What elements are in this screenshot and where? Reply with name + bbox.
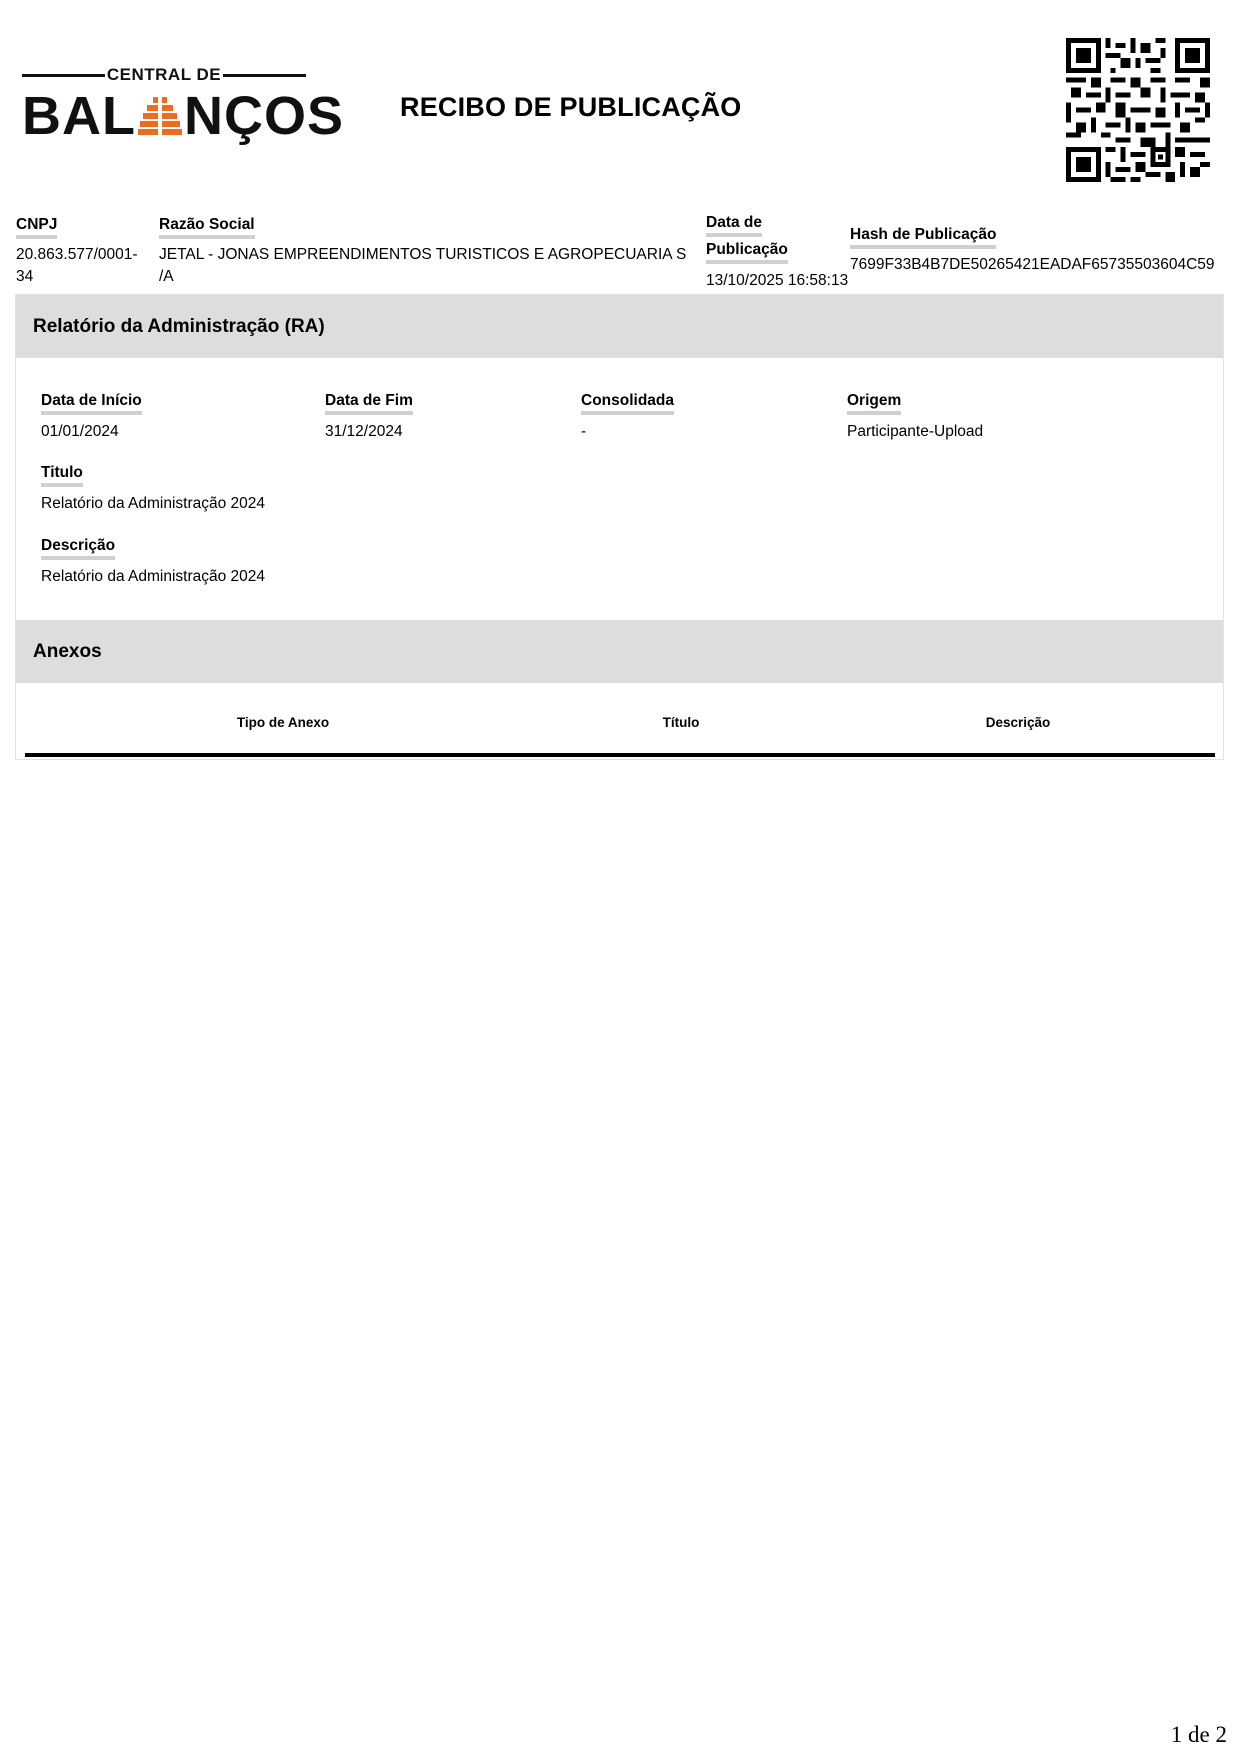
data-fim-field bbox=[325, 392, 413, 443]
origem-value: Participante-Upload bbox=[847, 423, 984, 440]
razao-social-value-line2: /A bbox=[159, 268, 174, 285]
data-publicacao-label-line1: Data de bbox=[706, 214, 762, 237]
origem-label: Origem bbox=[847, 392, 901, 415]
logo-rule-left bbox=[22, 74, 105, 77]
hash-value: 7699F33B4B7DE50265421EADAF65735503604C59 bbox=[850, 256, 1215, 273]
data-inicio-field bbox=[41, 392, 142, 443]
data-fim-label: Data de Fim bbox=[325, 392, 413, 415]
column-header-descricao: Descrição bbox=[821, 683, 1215, 755]
column-header-titulo: Título bbox=[541, 683, 821, 755]
titulo-value: Relatório da Administração 2024 bbox=[41, 495, 266, 512]
relatorio-section-header: Relatório da Administração (RA) bbox=[16, 295, 1223, 358]
origem-field bbox=[847, 392, 983, 443]
logo-top-row bbox=[22, 66, 306, 84]
data-inicio-label: Data de Início bbox=[41, 392, 142, 415]
cnpj-label: CNPJ bbox=[16, 216, 57, 239]
receipt-details-container bbox=[15, 294, 1224, 760]
data-publicacao-field bbox=[706, 214, 849, 292]
data-publicacao-label-line2: Publicação bbox=[706, 241, 788, 264]
logo-top-text: CENTRAL DE bbox=[106, 65, 222, 84]
razao-social-value-line1: JETAL - JONAS EMPREENDIMENTOS TURISTICOS E AGROPECUARIA S bbox=[159, 246, 687, 263]
hash-label: Hash de Publicação bbox=[850, 226, 996, 249]
anexos-table-area bbox=[16, 683, 1223, 761]
anexos-table bbox=[25, 683, 1215, 757]
logo-wordmark bbox=[22, 88, 344, 144]
anexos-section-header: Anexos bbox=[16, 620, 1223, 683]
consolidada-label: Consolidada bbox=[581, 392, 674, 415]
cnpj-value-line1: 20.863.577/0001- bbox=[16, 246, 138, 263]
titulo-label: Titulo bbox=[41, 464, 83, 487]
balance-tree-icon bbox=[138, 93, 182, 139]
hash-field bbox=[850, 226, 1230, 276]
data-publicacao-value: 13/10/2025 16:58:13 bbox=[706, 272, 849, 289]
razao-social-field bbox=[159, 216, 719, 288]
consolidada-value: - bbox=[581, 423, 587, 440]
logo-rule-right bbox=[223, 74, 306, 77]
central-de-balancos-logo bbox=[22, 65, 344, 156]
descricao-field bbox=[41, 537, 265, 588]
cnpj-field bbox=[16, 216, 146, 288]
column-header-tipo-de-anexo: Tipo de Anexo bbox=[25, 683, 541, 755]
publication-summary bbox=[16, 214, 1226, 294]
document-title: RECIBO DE PUBLICAÇÃO bbox=[400, 92, 742, 122]
data-fim-value: 31/12/2024 bbox=[325, 423, 403, 440]
titulo-field bbox=[41, 464, 265, 515]
consolidada-field bbox=[581, 392, 674, 443]
descricao-value: Relatório da Administração 2024 bbox=[41, 568, 266, 585]
razao-social-label: Razão Social bbox=[159, 216, 255, 239]
relatorio-section-body bbox=[16, 358, 1223, 620]
page-number: 1 de 2 bbox=[1170, 1722, 1227, 1747]
cnpj-value-line2: 34 bbox=[16, 268, 34, 285]
data-inicio-value: 01/01/2024 bbox=[41, 423, 119, 440]
anexos-table-header-row bbox=[25, 683, 1215, 755]
qr-code-icon bbox=[1066, 38, 1210, 182]
logo-text-right: NÇOS bbox=[183, 86, 344, 146]
descricao-label: Descrição bbox=[41, 537, 115, 560]
logo-text-left: BAL bbox=[22, 86, 136, 146]
